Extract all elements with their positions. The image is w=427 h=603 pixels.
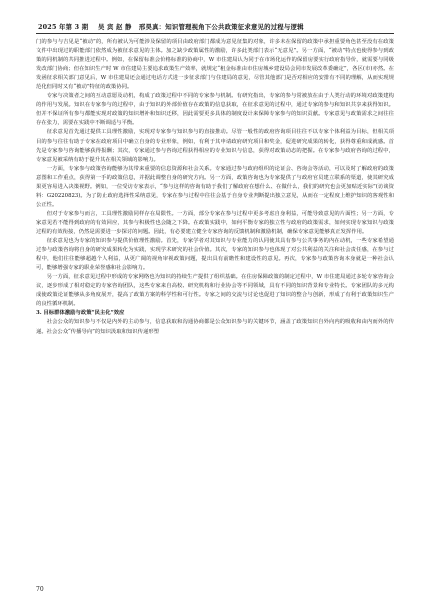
page-number: 70 <box>36 586 44 593</box>
paragraph: 门的参与与吉见是“被动”的，所有被认为可能涉及保留的项目由政府部门都成为意见征集的对象，许多未在保留的政策中承担重要角色甚至没有在政策文件中出现过的职能部门依然成为被征求意见的主体。加之缺少政策属性的激励，许多此类部门表示“无意见”。另一方面，“被动”特点也使得参与到政策的同机制的共同推进过程中。例如，在保留标准会价格标准的协商中，W 市住建局认为同于在市场化运作的保留房要实行政府指导价，就需要与同级发改部门协商；但在知识生产时 W 市住建局主要追求政策生产效率，就规定“租金标准由市住房城乡建设局会同市发展改革委确定”，各区(市)亦然。在发函征求相关部门意见后，W 市住建局还会通过电话方式进一步征求部门与住建局的意见，尽管其他部门是否对相应的安排有不同的理解，从而实现规范化但同时又有“被动”特征的政策协同。 <box>36 39 394 91</box>
running-header <box>38 22 394 31</box>
paragraph: 社会公众的知识参与不仅是内外的主动参与，信息获取和沟通协商都是公众知识参与的关键环节，涵盖了政策知识自外向内的吸收和由内而外的传递。社会公众“传播导向”的知识汲取和知识传递形塑 <box>36 319 394 335</box>
paragraph: 征求意见首先通过提供工具理性激励，实现对专家参与知识参与的直接推动。尽管一般性的政府咨询项目往往不以专家个体利益为目标，但相关项目的参与往往有助于专家在政府项目中确立自身的专业形象，例如，有利于其申请政府研究项目和奖金，促进研究成果的转化，获得尊重和成就感。首先是专家参与咨询能够获得报酬；其次，专家通过参与咨询过程获得相应的专业知识与信息，获得对政策动态的把握。在专家参与政府咨询的过程中，专家意见被采纳有助于提升其在相关领域的影响力。 <box>36 129 394 163</box>
section-heading: 3. 目标群体激励与政策“民主化”效应 <box>36 310 125 317</box>
paragraph: 征求意见也为专家的知识参与提供价值理性激励。首先，专家学者对其知识与专业能力的认同使其具有参与公共事务的内在动机，一些专家希望通过参与政策咨询将自身的研究成果转化为实践，实现学术研究的社会价值。其次，专家的知识参与也体现了对公共利益的关注和社会责任感，在参与过程中，他们往往能够超越个人利益，从更广阔的视角审视政策问题，提出具有前瞻性和建设性的意见。再次，专家参与政策咨询本身就是一种社会认可，能够增强专家的职业荣誉感和社会影响力。 <box>36 238 394 272</box>
paragraph: 专家与决策者之间的互动意愿及动机，构成了政策过程中不同的专家参与机制。有研究指出，专家的参与常被放在由于人类行动的环境对政策建构的作用与发展。知识在专家参与的过程中，由于知识的外部价值存在政策的信息获取，在征求意见的过程中，通过专家的参与和知识共享来获得知识。但并不保证所有参与都能实现对政策的知识增补和知识迁移，因此需要更多具体的制度设计来保障专家参与的知识贡献。专家意见与政策需求之间往往存在张力，需要在实践中不断调适与平衡。 <box>36 93 394 127</box>
header-rule <box>36 33 394 34</box>
issue-label: 2025 年第 3 期 <box>38 23 89 31</box>
article-title: 邢昊真：知识管理视角下公共政策征求意见的过程与逻辑 <box>138 23 304 31</box>
paragraph: 但对于专家参与而言，工具理性激励同样存在局限性。一方面，部分专家在参与过程中更多考虑自身利益，可能导致意见的片面性；另一方面，专家意见若不能得到政府的有效回应，其参与积极性也会随之下降。在政策实践中，如何平衡专家的独立性与政府的政策需求，如何实现专家知识与政策过程的有效衔接，仍然是需要进一步探讨的问题。因此，有必要建立健全专家咨询的反馈机制和激励机制，确保专家意见能够真正发挥作用。 <box>36 210 394 235</box>
paragraph: 一方面，专家参与政策咨询能够为其带来重要的信息资源和社会关系。专家通过参与政府组织的论证会、咨询会等活动，可以及时了解政府的政策意图和工作重点，获得第一手的政策信息，并据此调整自身的研究方向。另一方面，政策咨询也为专家提供了与政府官员建立联系的渠道，使其研究成果更容易进入决策视野。例如，一位受访专家表示，“参与这样的咨询有助于我们了解政府在想什么、在做什么，我们的研究也会更加贴近实际”(访谈资料：G20220823)。为了防止政府选择性采纳意见，专家在参与过程中往往会基于自身专业判断提出独立意见，从而在一定程度上维护知识的客观性和公正性。 <box>36 165 394 208</box>
article-body <box>36 38 394 337</box>
paragraph: 另一方面，征求意见过程中形成的专家网络也为知识的持续生产提供了组织基础。在住房保障政策的制定过程中，W 市住建局通过多轮专家咨询会议，逐步形成了相对稳定的专家咨询团队，这些专家来自高校、研究机构和行业协会等不同领域，具有不同的知识背景和专业特长。专家团队的多元构成使政策论证能够从多角度展开，提高了政策方案的科学性和可行性。专家之间的交流与讨论也促进了知识的整合与创新，形成了有利于政策知识生产的良性循环机制。 <box>36 274 394 308</box>
author-names: 吴 宾 赵 静 <box>97 23 132 31</box>
